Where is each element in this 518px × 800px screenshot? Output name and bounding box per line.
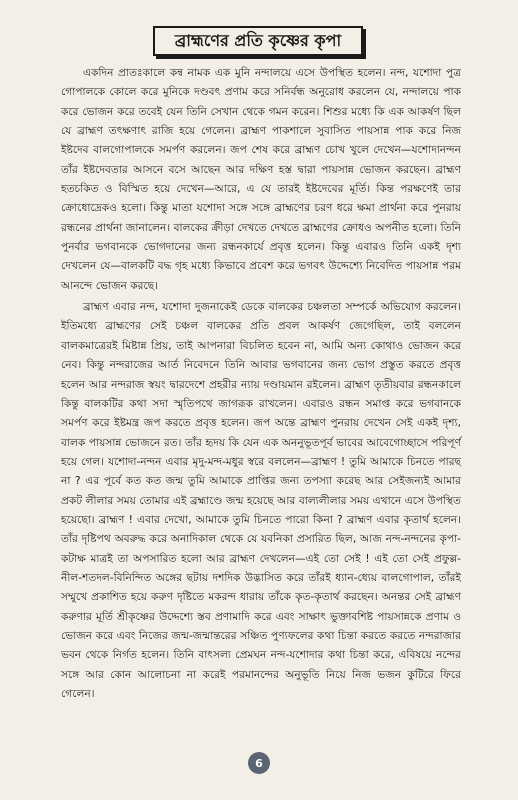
- title-frame: [153, 26, 363, 60]
- page-number-badge: 6: [248, 752, 270, 774]
- paragraph-1: একদিন প্রাতঃকালে কন্ব নামক এক মুনি নন্দালয়ে এসে উপস্থিত হলেন। নন্দ, যশোদা পুত্র গোপালকে কোলে করে মুনিকে দণ্ডবৎ প্রণাম করে সনির্বন্ধ অনুরোধ করলেন যে, নন্দালয়ে পাক করে ভোজন করে তবেই যেন তিনি সেখান থেকে গমন করেন। শিশুর মধ্যে কি এক আকর্ষণ ছিল যে ব্রাহ্মণ তৎক্ষণাৎ রাজি হয়ে গেলেন। ব্রাহ্মণ পাকশালে সুবাসিত পায়সান্ন পাক করে নিজ ইষ্টদেব বালগোপালকে সমর্পণ করলেন। জপ শেষ করে ব্রাহ্মণ চোখ খুলে দেখেন—যশোদানন্দন তাঁর ইষ্টদেবতার আসনে বসে আছেন আর দক্ষিণ হস্ত দ্বারা পায়সান্ন ভোজন করছেন। ব্রাহ্মণ হতচকিত ও বিস্মিত হয়ে দেখেন—আরে, এ যে তারই ইষ্টদেবের মূর্তি। কিন্ত পরক্ষণেই তার ক্রোধোদ্রেকও হলো। কিন্তু মাতা যশোদা সঙ্গে সঙ্গে ব্রাহ্মণের চরণ ধরে ক্ষমা প্রার্থনা করে পুনরায় রন্ধনের প্রার্থনা জানালেন। বালকের ক্রীড়া দেখতে দেখতে ব্রাহ্মণের ক্রোধও অপনীত হলো। তিনি পুনর্বার ভগবানকে ভোগদানের জন্য রন্ধনকার্যে প্রবৃত্ত হলেন। কিন্তু এবারও তিনি একই দৃশ্য দেখলেন যে—বালকটি বদ্ধ গৃহ মধ্যে কিভাবে প্রবেশ করে ভগবৎ উদ্দেশ্যে নিবেদিত পায়সান্ন পরম আনন্দে ভোজন করছে।: [61, 67, 461, 292]
- page-title: ব্রাহ্মণের প্রতি কৃষ্ণের কৃপা: [153, 26, 363, 56]
- body-text: [61, 64, 461, 704]
- paragraph-2: ব্রাহ্মণ এবার নন্দ, যশোদা দুজনাকেই ডেকে বালকের চঞ্চলতা সম্পর্কে অভিযোগ করলেন। ইতিমধ্যে ব্রাহ্মণের সেই চঞ্চল বালকের প্রতি প্রবল আকর্ষণ জেগেছিল, তাই বললেন বালকমাত্রেরই মিষ্টান্ন প্রিয়, তাই আপনারা বিচলিত হবেন না, আমি অন্য কোথাও ভোজন করে নেব। কিন্তু নন্দরাজের আর্ত নিবেদনে তিনি আবার ভগবানের জন্য ভোগ প্রস্তুত করতে প্রবৃত্ত হলেন আর নন্দরাজ স্বয়ং দ্বারদেশে প্রহরীর ন্যায় দণ্ডায়মান রইলেন। ব্রাহ্মণ তৃতীয়বার রন্ধনকালে কিন্তু বালকটির কথা সদা স্মৃতিপথে জাগরূক রাখলেন। এবারও রন্ধন সমাপ্ত করে ভগবানকে সমর্পণ করে ইষ্টমন্ত্র জপ করতে প্রবৃত্ত হলেন। জপ অন্তে ব্রাহ্মণ পুনরায় দেখেন সেই একই দৃশ্য, বালক পায়সান্ন ভোজনে রত। তাঁর হৃদয় কি যেন এক অননুভূতপূর্ব ভাবের আবেগোচ্ছাসে পরিপূর্ণ হয়ে গেল। যশোদা-নন্দন এবার মৃদু-মন্দ-মধুর স্বরে বললেন—ব্রাহ্মণ ! তুমি আমাকে চিনতে পারছ না ? এর পূর্বে কত কত জন্ম তুমি আমাকে প্রাপ্তির জন্য তপস্যা করেছ আর সেইজন্যই আমার প্রকট লীলার সময় তোমার এই ব্রহ্মাণ্ডে জন্ম হয়েছে আর বাল্যলীলার সময় এখানে এসে উপস্থিত হয়েছো। ব্রাহ্মণ ! এবার দেখো, আমাকে তুমি চিনতে পারো কিনা ? ব্রাহ্মণ এবার কৃতার্থ হলেন। তাঁর দৃষ্টিপথ অবরুদ্ধ করে অনাদিকাল থেকে যে যবনিকা প্রসারিত ছিল, আজ নন্দ-নন্দনের কৃপা-কটাক্ষ মাত্রই তা অপসারিত হলো আর ব্রাহ্মণ দেখলেন—এই তো সেই ! এই তো সেই প্রফুল্ল-নীল-শতদল-বিনিন্দিত অঙ্গের ছটায় দশদিক উদ্ভাসিত করে তাঁরই ধ্যান-ধ্যেয় বালগোপাল, তাঁরই সম্মুখে প্রকাশিত হয়ে করুণ দৃষ্টিতে মকরন্দ ধারায় তাঁকে কৃত-কৃতার্থ করছেন। অনন্তর সেই ব্রাহ্মণ করুণার মূর্তি শ্রীকৃষ্ণের উদ্দেশ্যে স্তব প্রণামাদি করে এবং সাক্ষাৎ ভুক্তাবশিষ্ট পায়সান্নকে প্রণাম ও ভোজন করে এবং নিজের জন্ম-জন্মান্তরের সঞ্চিত পুণ্যফলের কথা চিন্তা করতে করতে নন্দরাজার ভবন থেকে নির্গত হলেন। তিনি বাৎসল্য প্রেমঘন নন্দ-যশোদার কথা চিন্তা করে, এবিষয়ে নন্দের সঙ্গে আর কোন আলোচনা না করেই পরমানন্দের অনুভূতি নিয়ে নিজ ভজন কুটিরে ফিরে গেলেন।: [61, 301, 461, 700]
